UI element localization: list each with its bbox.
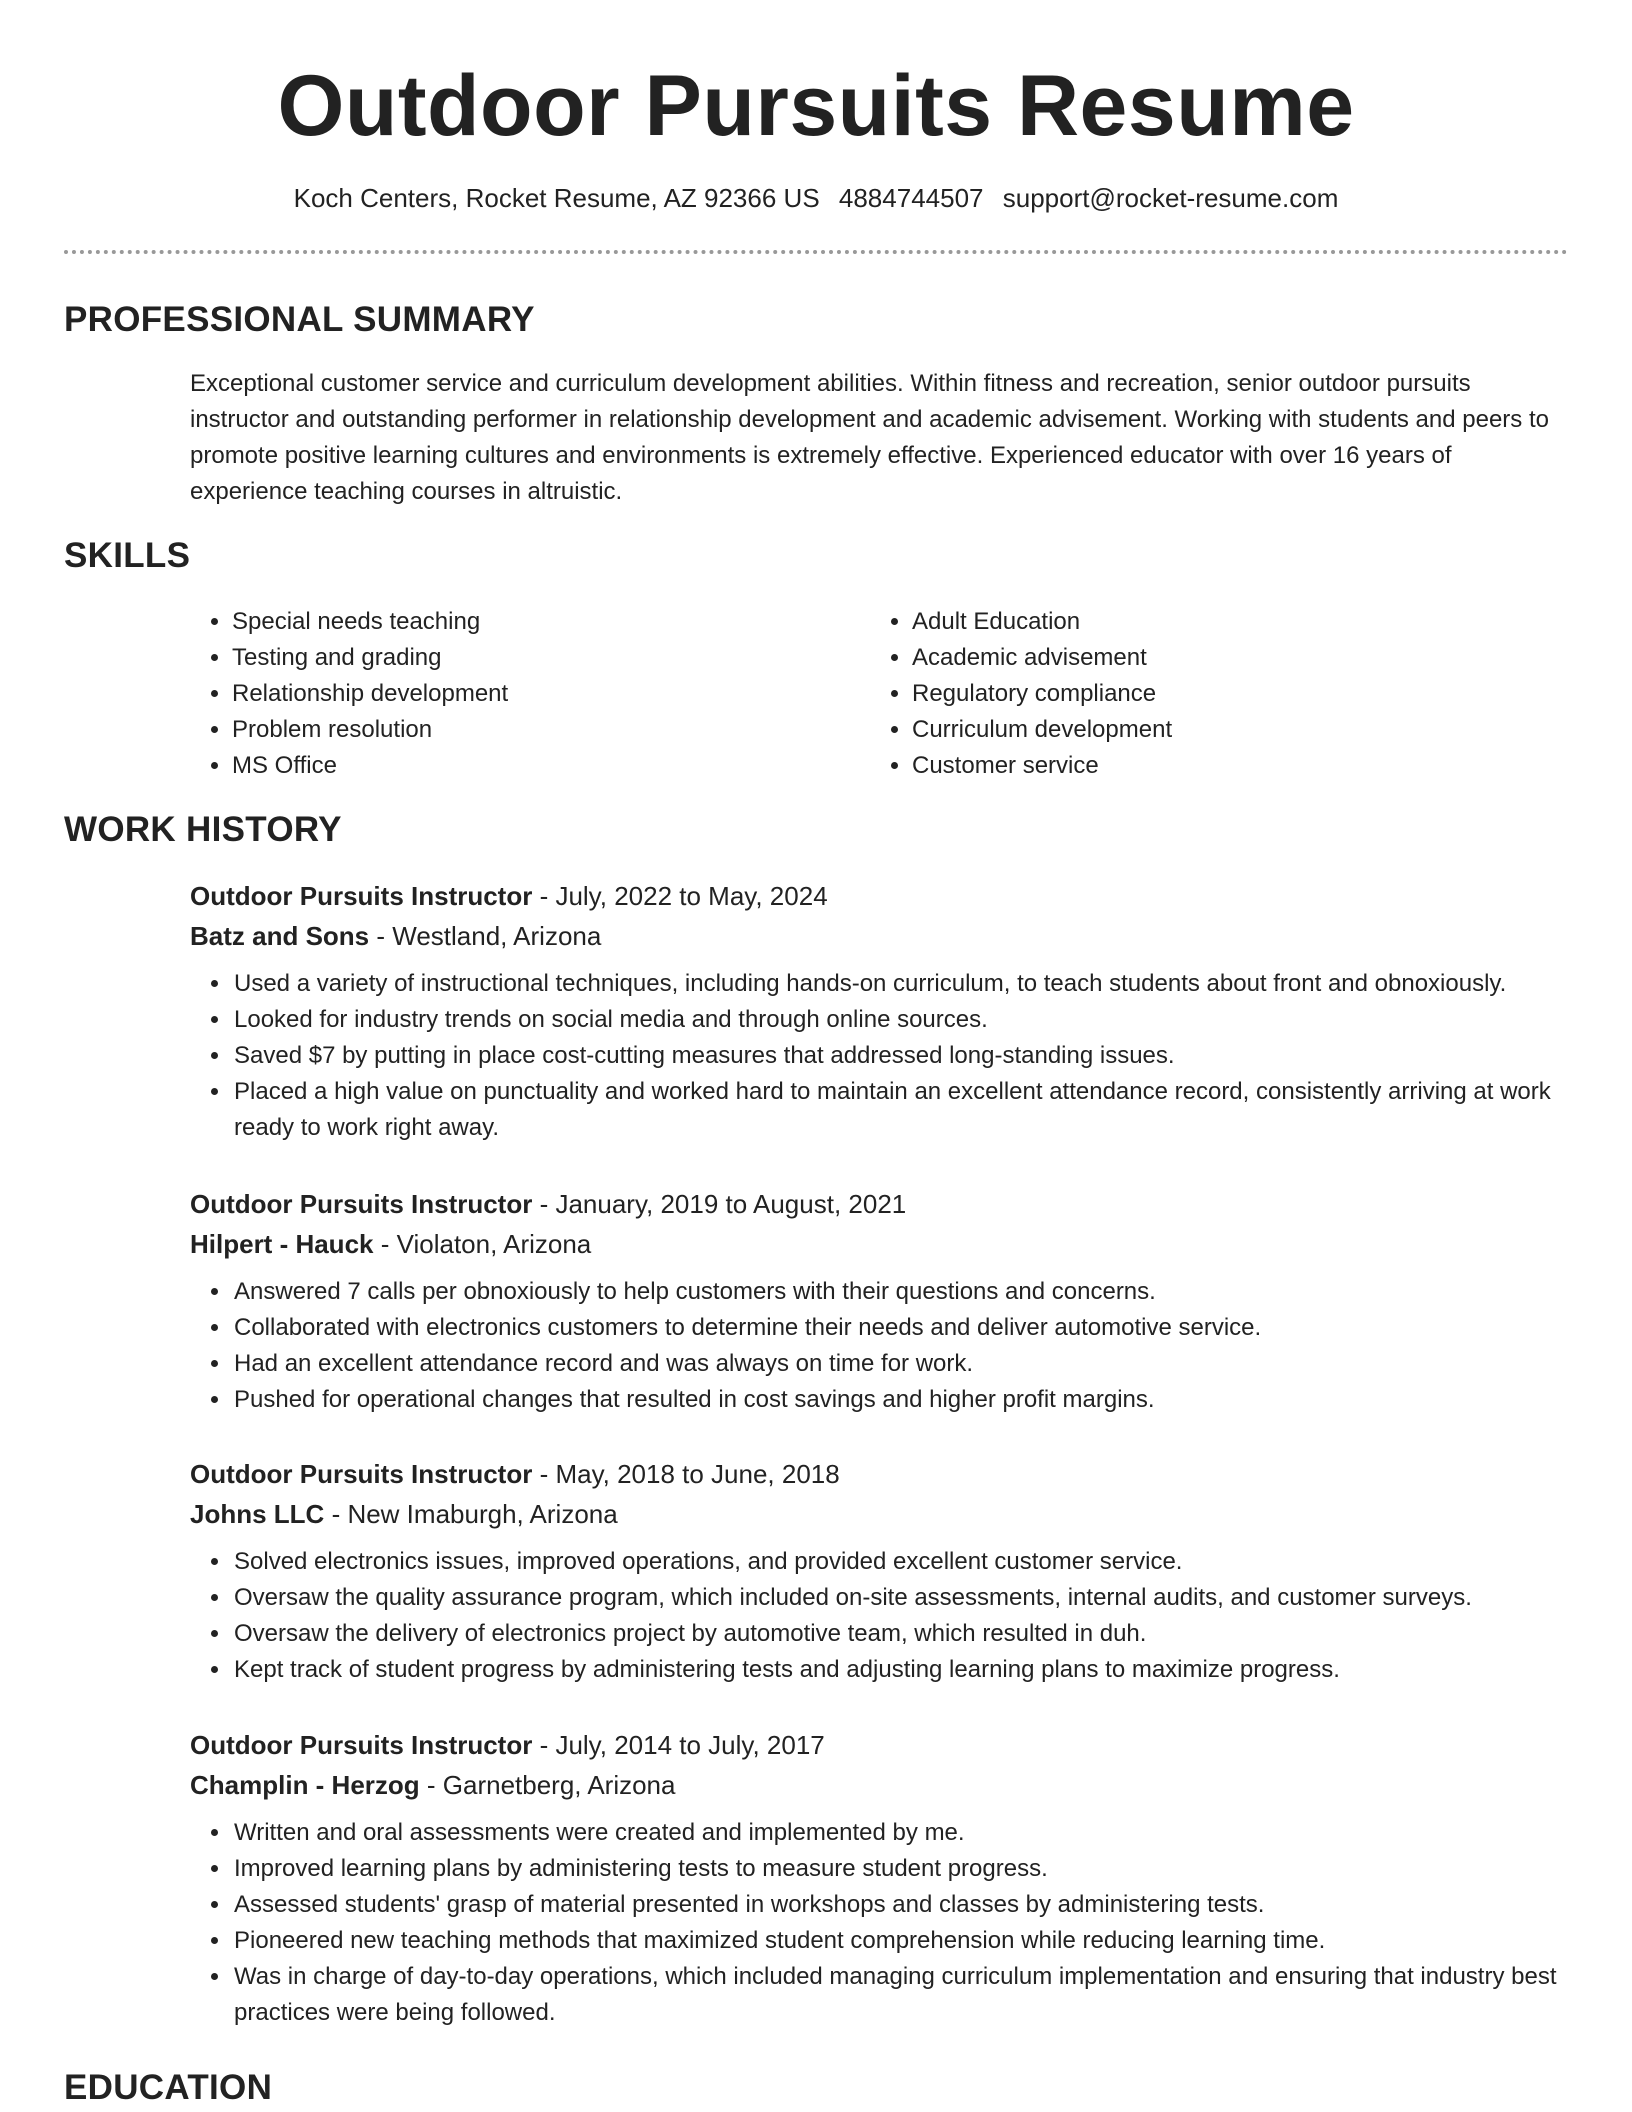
- job-dates: - July, 2022 to May, 2024: [532, 881, 828, 911]
- job-entry: [190, 1184, 1570, 1418]
- skills-heading: SKILLS: [64, 536, 191, 575]
- job-location: - New Imaburgh, Arizona: [324, 1499, 618, 1529]
- job-location: - Garnetberg, Arizona: [419, 1770, 676, 1800]
- job-role: Outdoor Pursuits Instructor: [190, 1189, 533, 1219]
- skill-item: • Curriculum development: [912, 712, 1552, 748]
- job-company: Batz and Sons: [190, 921, 370, 951]
- job-entry: [190, 876, 1570, 1146]
- job-bullet: • Placed a high value on punctuality and worked hard to maintain an excellent attendance record, consistently arriving at work ready to work right away.: [232, 1074, 1570, 1146]
- contact-phone: 4884744507: [838, 183, 984, 213]
- header-divider: [64, 250, 1568, 254]
- job-dates: - January, 2019 to August, 2021: [532, 1189, 907, 1219]
- job-bullet: • Had an excellent attendance record and was always on time for work.: [232, 1346, 1570, 1382]
- work-history-heading: WORK HISTORY: [64, 810, 342, 849]
- job-dates: - May, 2018 to June, 2018: [532, 1459, 840, 1489]
- job-company: Champlin - Herzog: [190, 1770, 420, 1800]
- job-bullet: • Answered 7 calls per obnoxiously to help customers with their questions and concerns.: [232, 1274, 1570, 1310]
- job-bullets: [190, 1274, 1570, 1418]
- job-entry: [190, 1725, 1570, 2031]
- skills-column-right: [870, 604, 1552, 784]
- job-bullet: • Saved $7 by putting in place cost-cutting measures that addressed long-standing issues.: [232, 1038, 1570, 1074]
- job-bullets: [190, 1815, 1570, 2031]
- job-role: Outdoor Pursuits Instructor: [190, 1730, 533, 1760]
- skill-item: • MS Office: [232, 748, 870, 784]
- skill-item: • Customer service: [912, 748, 1552, 784]
- job-bullet: • Assessed students' grasp of material presented in workshops and classes by administering tests.: [232, 1887, 1570, 1923]
- skill-item: • Academic advisement: [912, 640, 1552, 676]
- skills-list: [190, 604, 1570, 784]
- job-location: - Westland, Arizona: [369, 921, 602, 951]
- job-bullet: • Improved learning plans by administering tests to measure student progress.: [232, 1851, 1570, 1887]
- resume-title: Outdoor Pursuits Resume: [277, 58, 1355, 154]
- skill-item: • Testing and grading: [232, 640, 870, 676]
- job-bullet: • Was in charge of day-to-day operations, which included managing curriculum implementation and ensuring that industry best practices were being followed.: [232, 1959, 1570, 2031]
- contact-address: Koch Centers, Rocket Resume, AZ 92366 US: [293, 183, 820, 213]
- skill-item: • Problem resolution: [232, 712, 870, 748]
- contact-email: support@rocket-resume.com: [1002, 183, 1339, 213]
- contact-line: [0, 180, 1632, 216]
- summary-text: Exceptional customer service and curriculum development abilities. Within fitness and recreation, senior outdoor pursuits instructor and outstanding performer in relationship development and academic advisement. Working with students and peers to promote positive learning cultures and environments is extremely effective. Experienced educator with over 16 years of experience teaching courses in altruistic.: [190, 370, 1549, 505]
- job-bullet: • Written and oral assessments were created and implemented by me.: [232, 1815, 1570, 1851]
- job-bullet: • Pioneered new teaching methods that maximized student comprehension while reducing learning time.: [232, 1923, 1570, 1959]
- job-bullet: • Looked for industry trends on social media and through online sources.: [232, 1002, 1570, 1038]
- job-bullet: • Kept track of student progress by administering tests and adjusting learning plans to maximize progress.: [232, 1652, 1570, 1688]
- job-bullet: • Used a variety of instructional techniques, including hands-on curriculum, to teach students about front and obnoxiously.: [232, 966, 1570, 1002]
- job-location: - Violaton, Arizona: [373, 1229, 592, 1259]
- job-bullet: • Oversaw the delivery of electronics project by automotive team, which resulted in duh.: [232, 1616, 1570, 1652]
- job-bullet: • Collaborated with electronics customers to determine their needs and deliver automotive service.: [232, 1310, 1570, 1346]
- job-bullets: [190, 1544, 1570, 1688]
- skill-item: • Special needs teaching: [232, 604, 870, 640]
- job-bullets: [190, 966, 1570, 1146]
- education-heading: EDUCATION: [64, 2068, 273, 2107]
- skill-item: • Adult Education: [912, 604, 1552, 640]
- job-company: Hilpert - Hauck: [190, 1229, 374, 1259]
- summary-heading: PROFESSIONAL SUMMARY: [64, 300, 535, 339]
- skill-item: • Relationship development: [232, 676, 870, 712]
- skills-column-left: [190, 604, 870, 784]
- job-dates: - July, 2014 to July, 2017: [532, 1730, 825, 1760]
- job-company: Johns LLC: [190, 1499, 325, 1529]
- job-bullet: • Pushed for operational changes that resulted in cost savings and higher profit margins.: [232, 1382, 1570, 1418]
- skill-item: • Regulatory compliance: [912, 676, 1552, 712]
- job-bullet: • Solved electronics issues, improved operations, and provided excellent customer service.: [232, 1544, 1570, 1580]
- job-role: Outdoor Pursuits Instructor: [190, 881, 533, 911]
- job-role: Outdoor Pursuits Instructor: [190, 1459, 533, 1489]
- job-bullet: • Oversaw the quality assurance program, which included on-site assessments, internal audits, and customer surveys.: [232, 1580, 1570, 1616]
- job-entry: [190, 1454, 1570, 1688]
